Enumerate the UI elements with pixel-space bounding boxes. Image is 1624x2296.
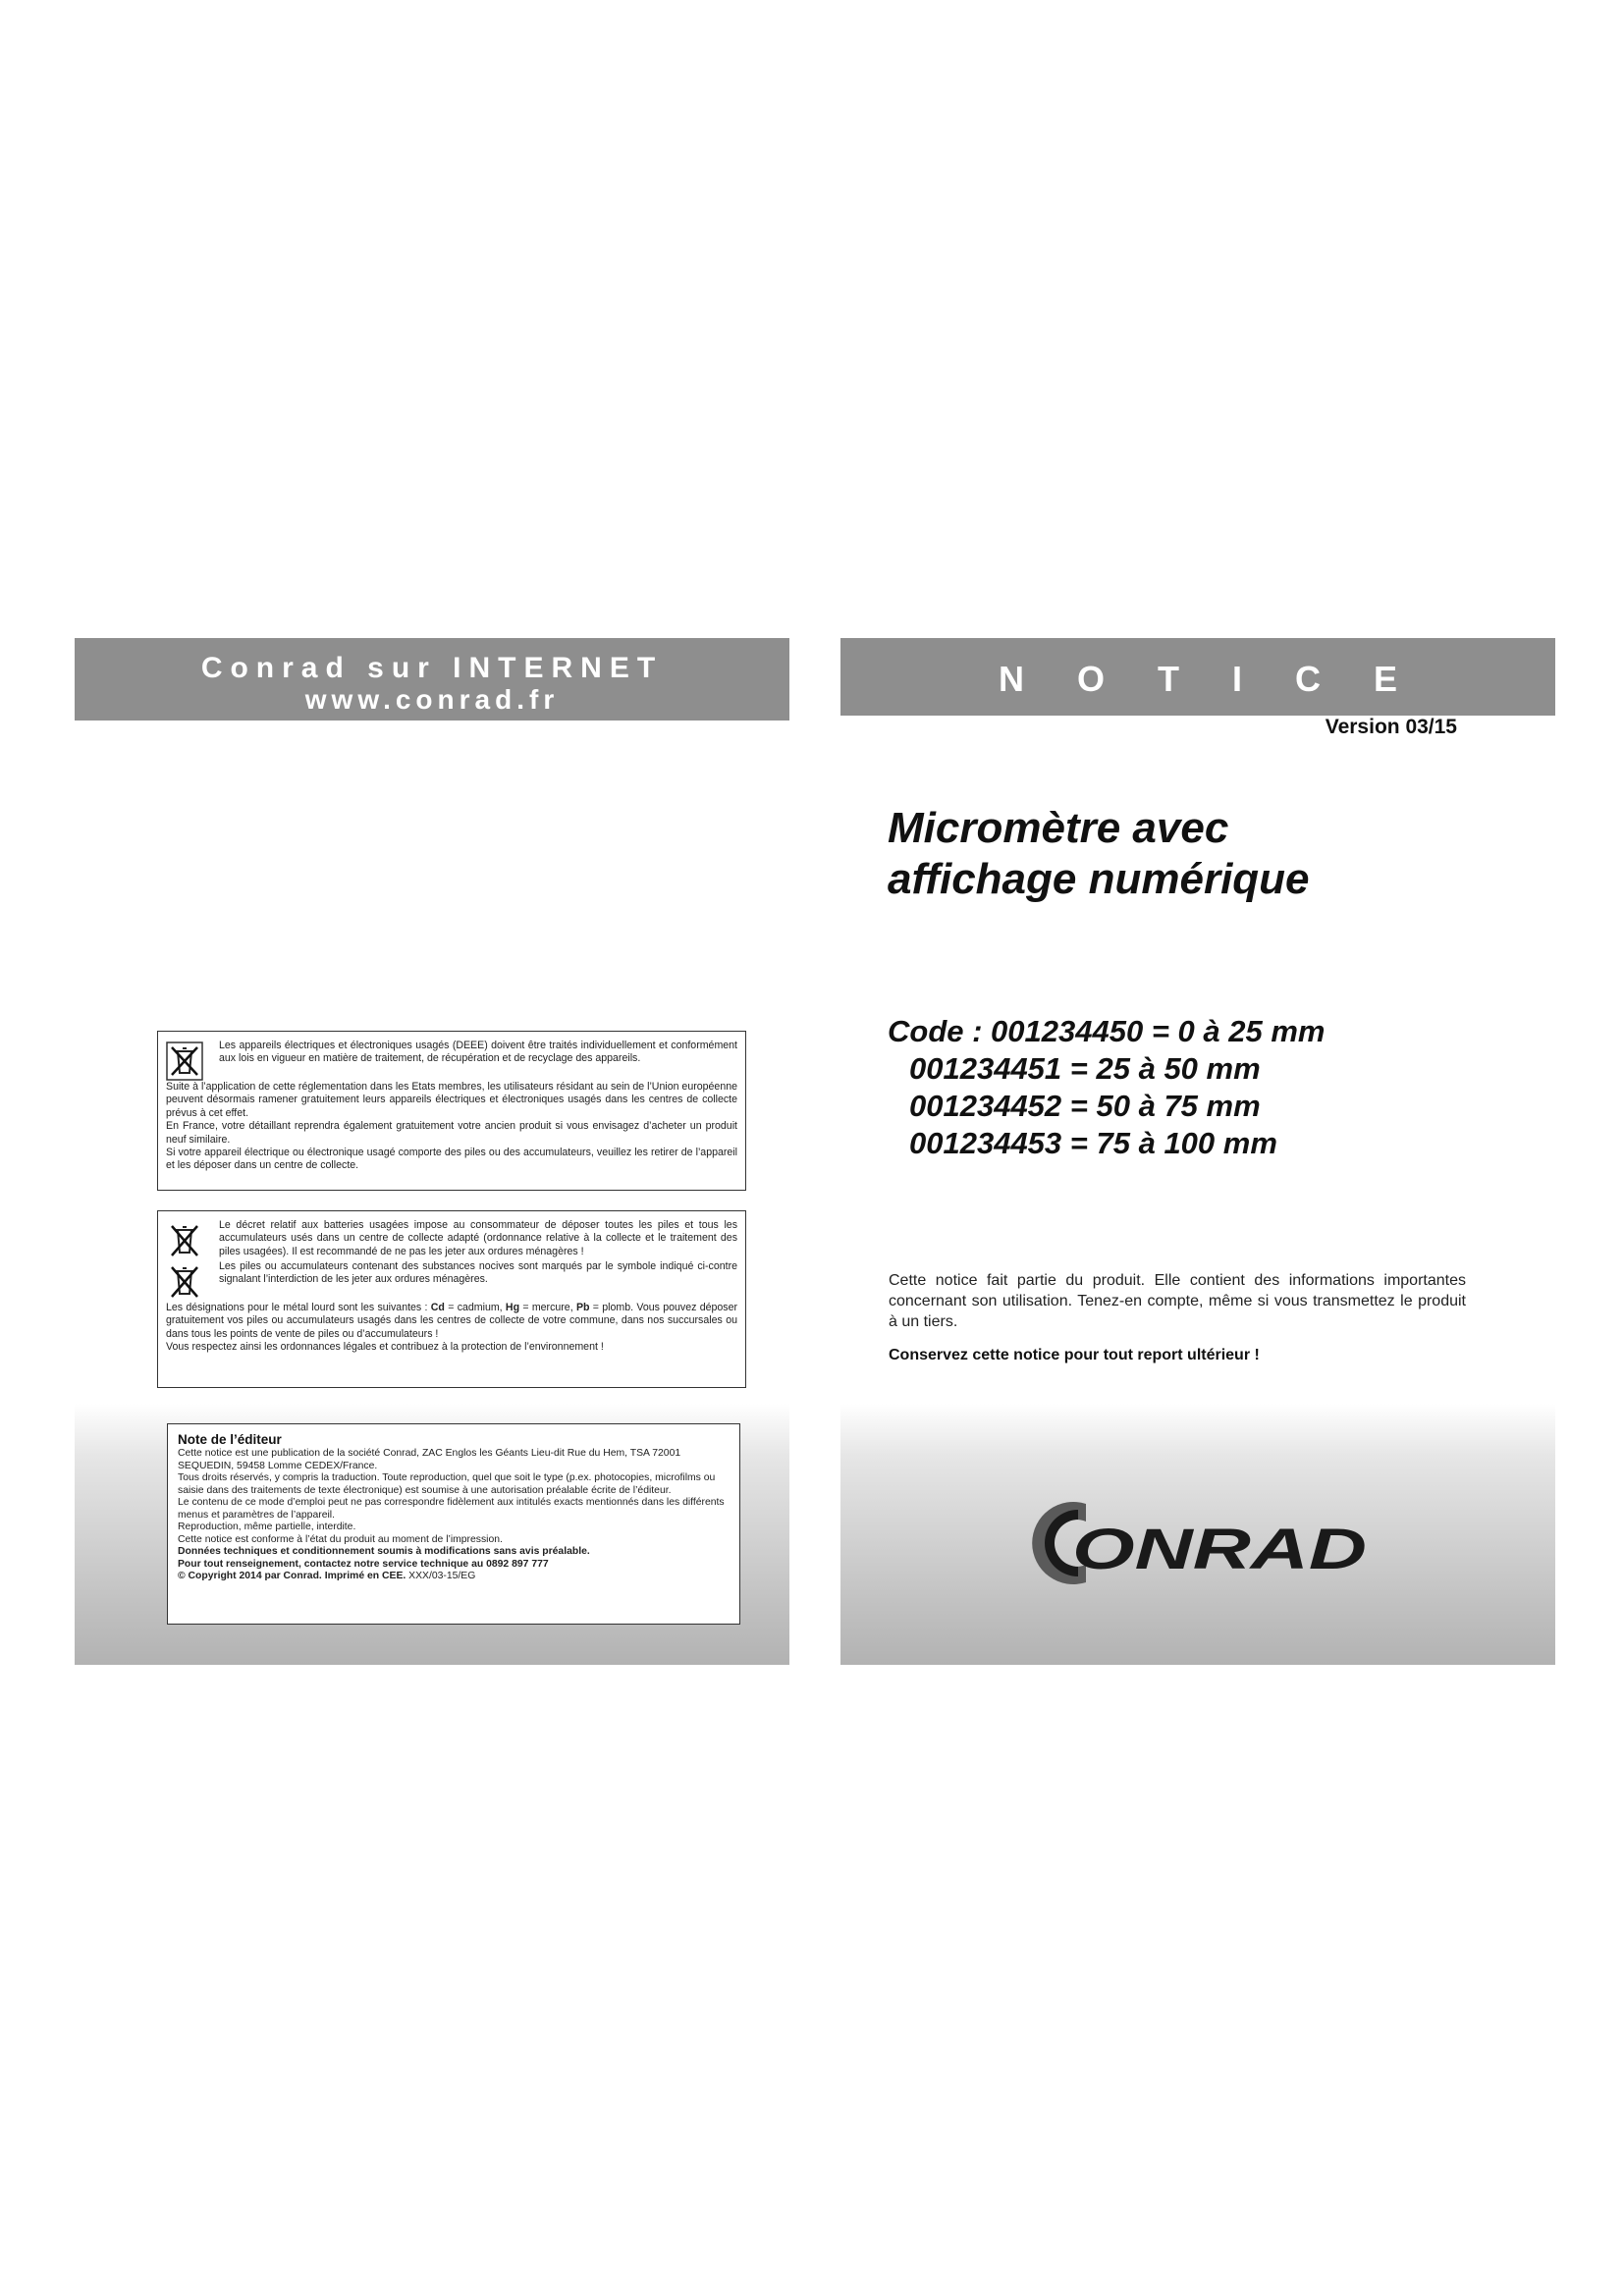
editor-note-line: Cette notice est conforme à l’état du produit au moment de l’impression. (178, 1533, 503, 1545)
version-label: Version 03/15 (1325, 716, 1457, 738)
internet-banner-title: Conrad sur INTERNET (200, 652, 664, 684)
editor-note-title: Note de l’éditeur (178, 1432, 282, 1447)
product-code-line: 001234452 = 50 à 75 mm (909, 1089, 1261, 1123)
logo-wordmark: ONRAD (1072, 1518, 1367, 1581)
editor-note-line: Cette notice est une publication de la société Conrad, ZAC Englos les Géants Lieu-dit Rue du Hem, TSA 72001 SEQUEDIN, 59458 Lomme CEDEX/France. (178, 1448, 681, 1471)
crossed-bin-icon (166, 1262, 205, 1302)
battery-paragraph-4: Vous respectez ainsi les ordonnances légales et contribuez à la protection de l’environnement ! (166, 1341, 604, 1354)
battery-paragraph-3: Les désignations pour le métal lourd sont les suivantes : Cd = cadmium, Hg = mercure, Pb = plomb. Vous pouvez déposer gratuitement vos piles ou accumulateurs usagés dans les centres de collecte de votre commune, dans nos succursales ou dans tous les points de vente de piles ou d’accumulateurs ! (166, 1302, 737, 1340)
product-code-line: 001234451 = 25 à 50 mm (909, 1051, 1261, 1086)
deee-recycling-box (157, 1031, 746, 1191)
battery-paragraph-1: Le décret relatif aux batteries usagées impose au consommateur de déposer toutes les piles et tous les accumulateurs usés dans un centre de collecte adapté (ordonnance relative à la collecte et le traitement des piles usagées). Il est recommandé de ne pas les jeter aux ordures ménagères ! (219, 1219, 737, 1257)
deee-paragraph-2: Suite à l’application de cette réglementation dans les Etats membres, les utilisateurs résidant au sein de l’Union européenne peuvent désormais ramener gratuitement leurs appareils électriques et électroniques usagés dans les centres de collecte prévus à cet effet. (166, 1081, 737, 1119)
notice-banner (840, 638, 1555, 716)
battery-paragraph-2: Les piles ou accumulateurs contenant des substances nocives sont marqués par le symbole indiqué ci-contre signalant l’interdiction de les jeter aux ordures ménagères. (219, 1260, 737, 1286)
editor-note-line: Le contenu de ce mode d’emploi peut ne pas correspondre fidèlement aux intitulés exacts mentionnés dans les différents menus et paramètres de l’appareil. (178, 1497, 725, 1521)
editor-note-line: Tous droits réservés, y compris la traduction. Toute reproduction, quel que soit le type (p.ex. photocopies, microfilms ou saisie dans des traitements de texte électronique) est soumise à une autorisation préalable écrite de l’éditeur. (178, 1472, 716, 1496)
deee-paragraph-4: Si votre appareil électrique ou électronique usagé comporte des piles ou des accumulateurs, veuillez les retirer de l’appareil et les déposer dans un centre de collecte. (166, 1147, 737, 1172)
conrad-logo (1025, 1492, 1379, 1590)
internet-banner (75, 638, 789, 721)
editor-note-line: Pour tout renseignement, contactez notre service technique au 0892 897 777 (178, 1558, 549, 1570)
battery-disposal-box (157, 1210, 746, 1388)
editor-note-line: Reproduction, même partielle, interdite. (178, 1522, 356, 1532)
deee-paragraph-3: En France, votre détaillant reprendra également gratuitement votre ancien produit si vous envisagez d’acheter un produit neuf similaire. (166, 1120, 737, 1146)
product-title-line-2: affichage numérique (888, 855, 1310, 903)
intro-paragraph: Cette notice fait partie du produit. Elle contient des informations importantes concernant son utilisation. Tenez-en compte, même si vous transmettez le produit à un tiers. (889, 1272, 1466, 1330)
notice-banner-title: NOTICE (998, 659, 1450, 699)
editor-note-box (167, 1423, 740, 1625)
editor-note-line: Données techniques et conditionnement soumis à modifications sans avis préalable. (178, 1546, 590, 1557)
website-link[interactable]: www.conrad.fr (304, 684, 560, 715)
crossed-bin-icon (166, 1041, 205, 1081)
product-codes (888, 1013, 1555, 1162)
product-code-line: Code : 001234450 = 0 à 25 mm (888, 1014, 1326, 1048)
deee-paragraph-1: Les appareils électriques et électroniques usagés (DEEE) doivent être traités individuellement et conformément aux lois en vigueur en matière de traitement, de récupération et de recyclage des appareils. (219, 1040, 737, 1065)
copyright-line: © Copyright 2014 par Conrad. Imprimé en CEE. XXX/03-15/EG (178, 1571, 476, 1581)
product-code-line: 001234453 = 75 à 100 mm (909, 1126, 1277, 1160)
keep-notice-warning: Conservez cette notice pour tout report ultérieur ! (889, 1347, 1260, 1363)
product-title (888, 803, 1555, 905)
crossed-bin-icon (166, 1221, 205, 1260)
product-title-line-1: Micromètre avec (888, 804, 1229, 852)
